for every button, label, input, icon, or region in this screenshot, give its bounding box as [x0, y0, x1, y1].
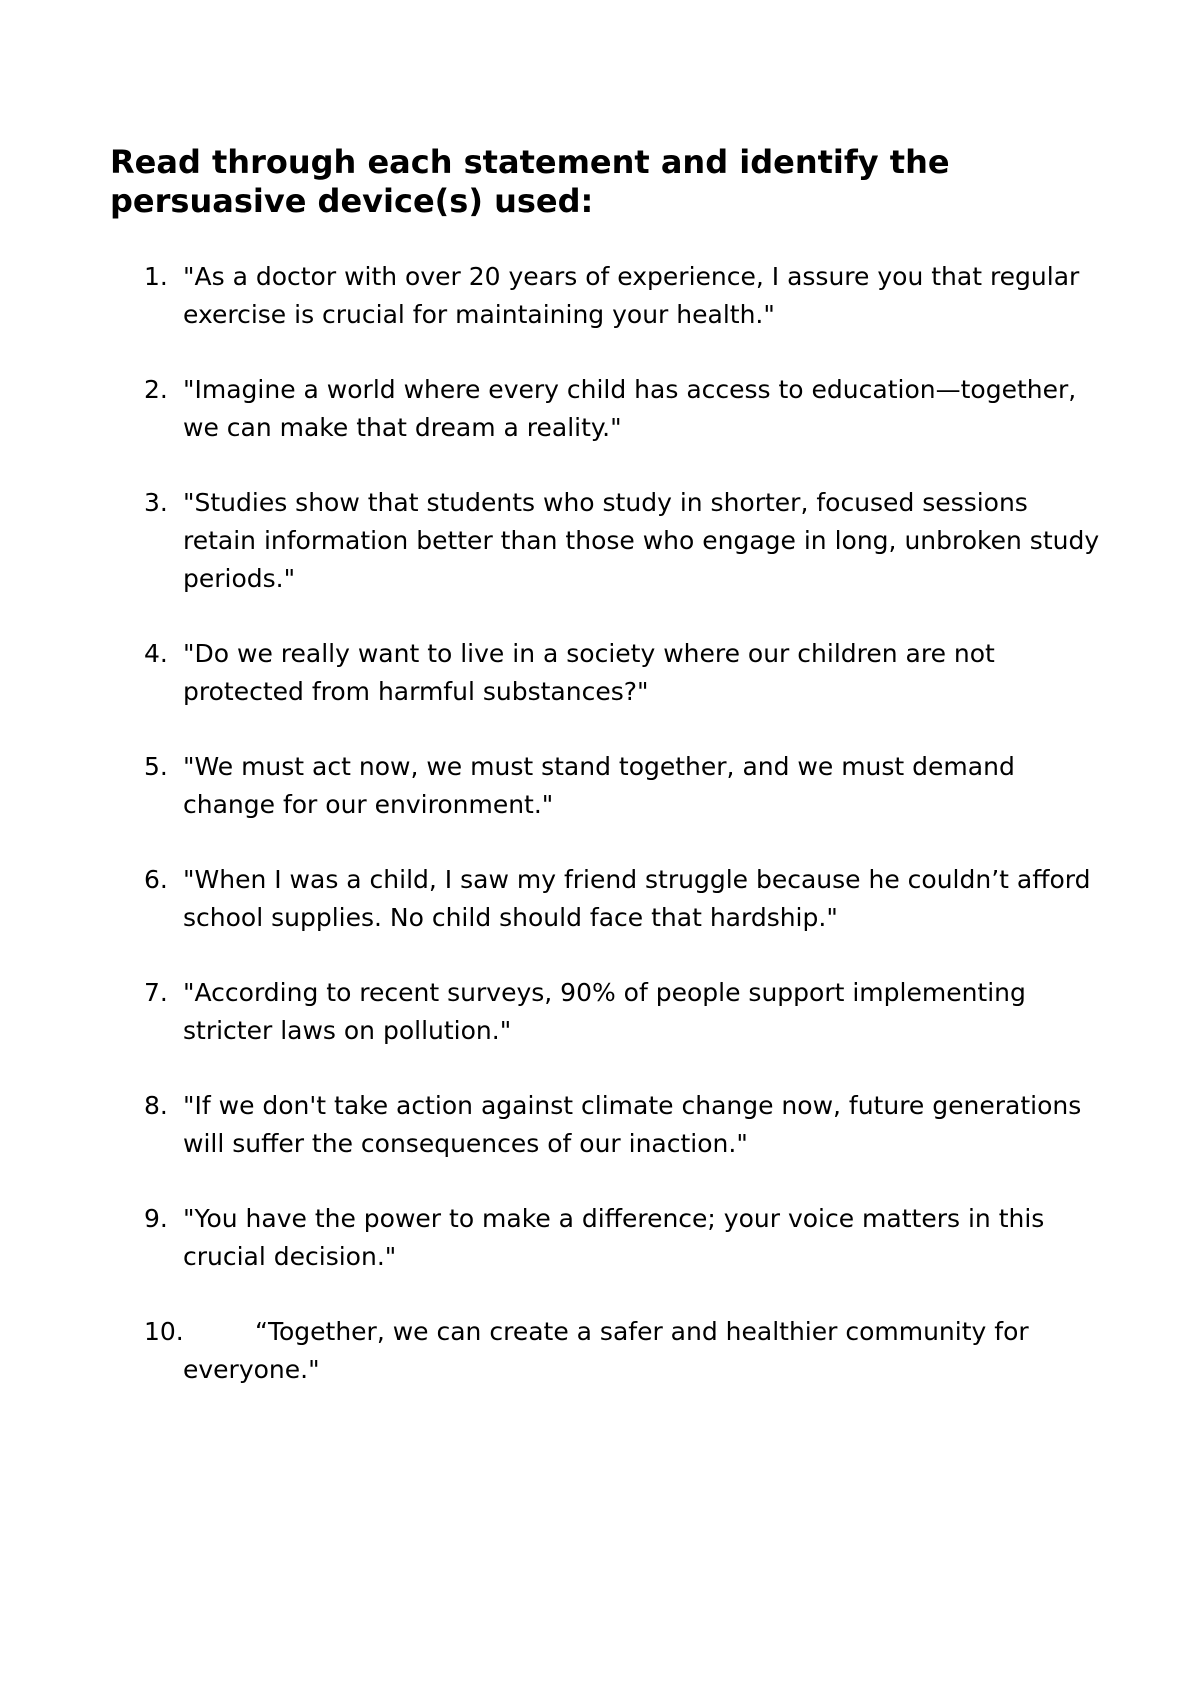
page-title: Read through each statement and identify the persuasive device(s) used: — [110, 143, 950, 220]
statement-number: 3. — [144, 488, 168, 517]
list-item — [144, 861, 1104, 937]
statement-text: "If we don't take action against climate change now, future generations will suffer the consequences of our inaction." — [183, 1091, 1082, 1158]
statement-text: "As a doctor with over 20 years of experience, I assure you that regular exercise is crucial for maintaining your health." — [183, 262, 1080, 329]
statement-text: "Imagine a world where every child has access to education—together, we can make that dream a reality." — [183, 375, 1077, 442]
statement-number: 2. — [144, 375, 168, 404]
statement-text: "When I was a child, I saw my friend struggle because he couldn’t afford school supplies. No child should face that hardship." — [183, 865, 1091, 932]
list-item — [144, 1200, 1104, 1276]
statement-number: 1. — [144, 262, 168, 291]
statement-text: “Together, we can create a safer and healthier community for everyone." — [183, 1317, 1029, 1384]
statement-number: 7. — [144, 978, 168, 1007]
list-item — [144, 974, 1104, 1050]
statement-text: "We must act now, we must stand together, and we must demand change for our environment." — [183, 752, 1015, 819]
statement-text: "Studies show that students who study in shorter, focused sessions retain information better than those who engage in long, unbroken study periods." — [183, 488, 1100, 593]
statement-number: 9. — [144, 1204, 168, 1233]
list-item — [144, 484, 1104, 598]
list-item — [144, 748, 1104, 824]
list-item — [144, 1087, 1104, 1163]
list-item — [144, 258, 1104, 334]
statement-text: "According to recent surveys, 90% of people support implementing stricter laws on pollution." — [183, 978, 1026, 1045]
statement-text: "You have the power to make a difference; your voice matters in this crucial decision." — [183, 1204, 1045, 1271]
statement-text: "Do we really want to live in a society where our children are not protected from harmful substances?" — [183, 639, 995, 706]
statement-number: 4. — [144, 639, 168, 668]
statement-number: 6. — [144, 865, 168, 894]
statement-number: 5. — [144, 752, 168, 781]
list-item — [144, 1313, 1104, 1389]
statement-number: 10. — [144, 1317, 184, 1346]
list-item — [144, 635, 1104, 711]
list-item — [144, 371, 1104, 447]
statement-list — [144, 258, 1104, 1426]
statement-number: 8. — [144, 1091, 168, 1120]
